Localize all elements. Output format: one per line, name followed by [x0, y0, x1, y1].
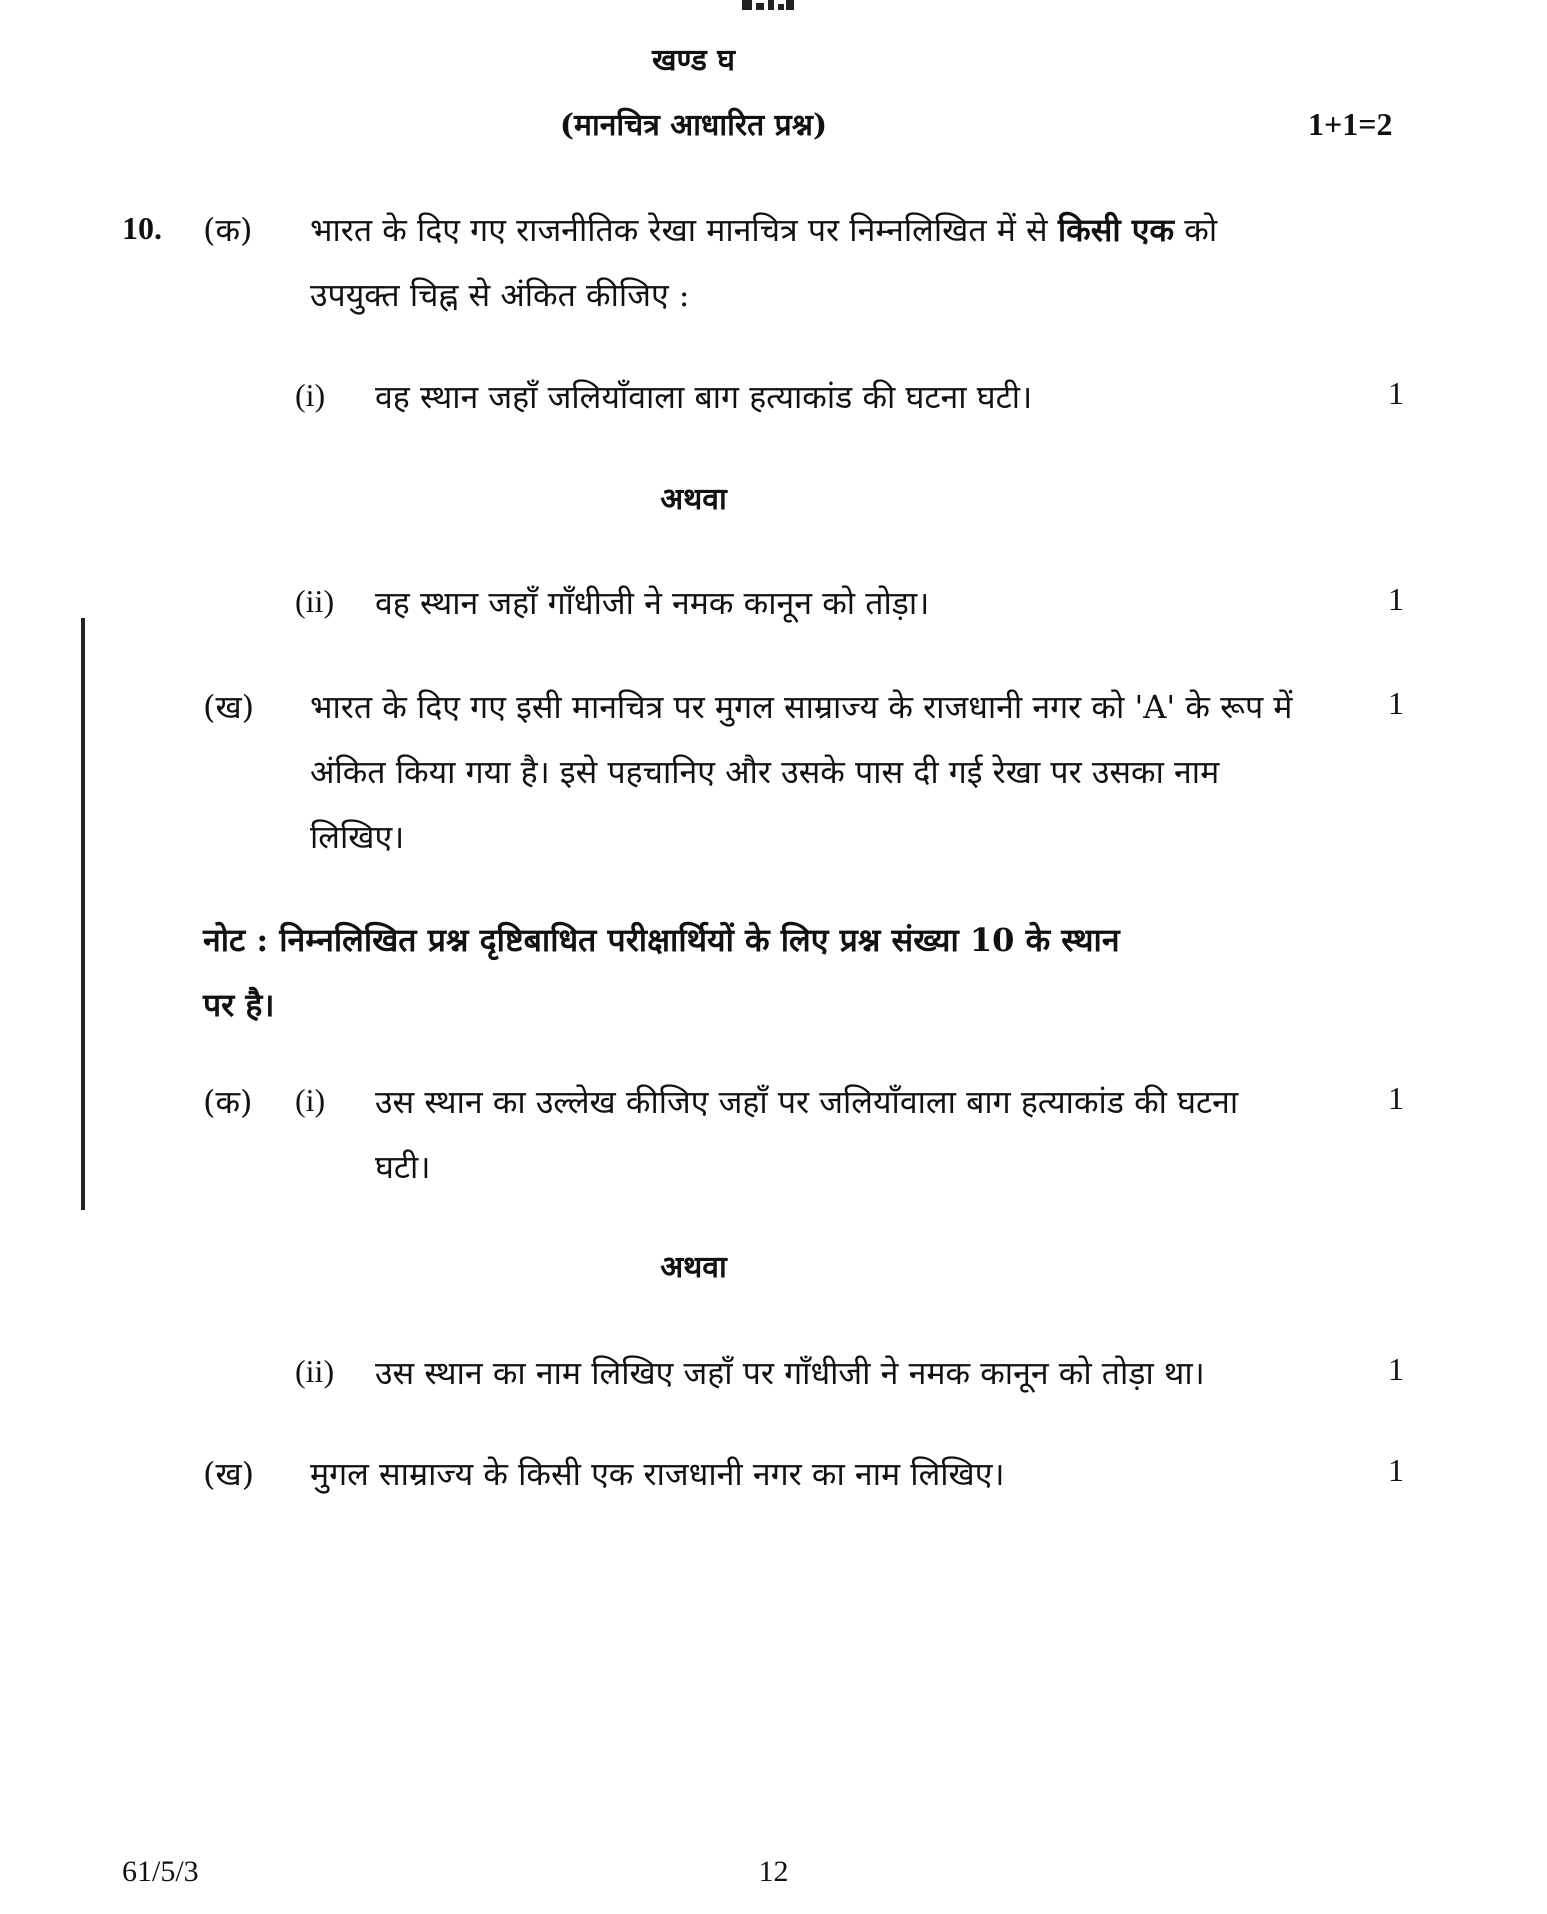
- q10-a-i-label: (i): [295, 377, 326, 413]
- vi-b-text: मुगल साम्राज्य के किसी एक राजधानी नगर का नाम लिखिए।: [310, 1455, 1005, 1493]
- q10-b-mark: 1: [1388, 685, 1404, 721]
- q10-b-label: (ख): [203, 688, 255, 726]
- q10-a-ii-mark: 1: [1388, 581, 1404, 617]
- q10-a-ii-label: (ii): [295, 583, 335, 619]
- vi-a-i-line2: घटी।: [375, 1148, 431, 1186]
- q10-a-line1: भारत के दिए गए राजनीतिक रेखा मानचित्र पर निम्नलिखित में से किसी एक को: [310, 211, 1218, 249]
- qr-code-icon: [742, 0, 794, 10]
- q10-a-ii-text: वह स्थान जहाँ गाँधीजी ने नमक कानून को तोड़ा।: [375, 584, 930, 622]
- vi-a-i-label: (i): [295, 1082, 326, 1118]
- vi-a-or: अथवा: [660, 1250, 727, 1285]
- q10-a-or: अथवा: [660, 482, 727, 517]
- vi-a-ii-mark: 1: [1388, 1351, 1404, 1387]
- vi-a-ii-text: उस स्थान का नाम लिखिए जहाँ पर गाँधीजी ने नमक कानून को तोड़ा था।: [375, 1354, 1205, 1392]
- vi-a-ii-label: (ii): [295, 1353, 335, 1389]
- section-subtitle: (मानचित्र आधारित प्रश्न): [559, 108, 828, 143]
- page-number: 12: [758, 1855, 789, 1888]
- q10-b-line2: अंकित किया गया है। इसे पहचानिए और उसके पास दी गई रेखा पर उसका नाम: [310, 753, 1220, 791]
- q10-a-i-mark: 1: [1388, 375, 1404, 411]
- q10-a-label: (क): [203, 211, 253, 249]
- vi-b-mark: 1: [1388, 1452, 1404, 1488]
- q10-b-line3: लिखिए।: [310, 818, 405, 856]
- section-total-marks: 1+1=2: [1308, 106, 1393, 142]
- vi-b-label: (ख): [203, 1455, 255, 1493]
- note-line1: नोट : निम्नलिखित प्रश्न दृष्टिबाधित परीक्षार्थियों के लिए प्रश्न संख्या 10 के स्थान: [203, 921, 1120, 959]
- margin-bar: [81, 618, 85, 1210]
- q10-a-line2: उपयुक्त चिह्न से अंकित कीजिए :: [310, 276, 690, 314]
- note-line2: पर है।: [203, 986, 275, 1024]
- vi-a-i-line1: उस स्थान का उल्लेख कीजिए जहाँ पर जलियाँवाला बाग हत्याकांड की घटना: [375, 1083, 1239, 1121]
- q10-b-line1: भारत के दिए गए इसी मानचित्र पर मुगल साम्राज्य के राजधानी नगर को 'A' के रूप में: [310, 688, 1293, 726]
- q10-a-i-text: वह स्थान जहाँ जलियाँवाला बाग हत्याकांड की घटना घटी।: [375, 378, 1033, 416]
- paper-code: 61/5/3: [122, 1855, 199, 1888]
- vi-a-label: (क): [203, 1083, 253, 1121]
- q10-a-emphasis: किसी एक: [1057, 211, 1175, 249]
- section-title: खण्ड घ: [651, 43, 735, 78]
- vi-a-i-mark: 1: [1388, 1080, 1404, 1116]
- question-number: 10.: [122, 210, 162, 246]
